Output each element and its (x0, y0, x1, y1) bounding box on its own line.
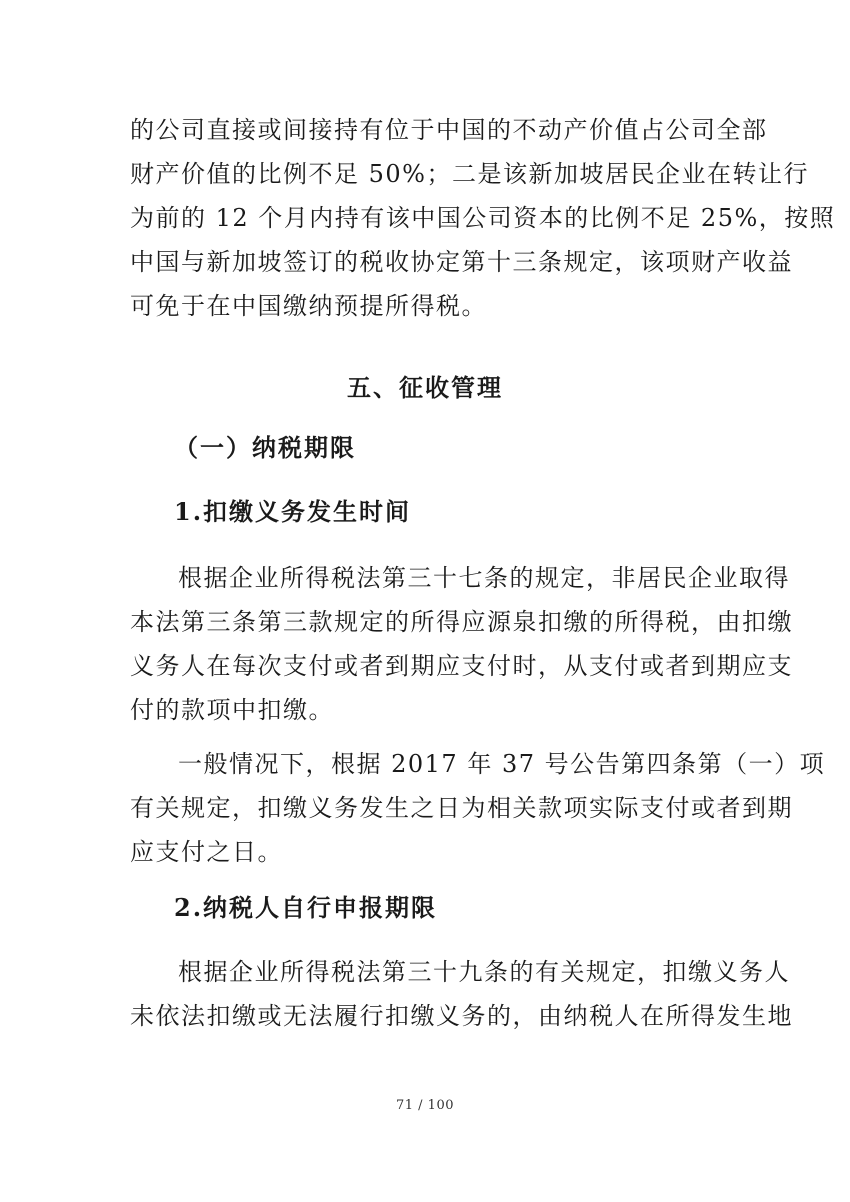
text-line: 未依法扣缴或无法履行扣缴义务的，由纳税人在所得发生地 (130, 1002, 793, 1030)
text-line: 为前的 12 个月内持有该中国公司资本的比例不足 25%，按照 (130, 204, 836, 232)
subsection-heading: （一）纳税期限 (174, 433, 356, 462)
text-line: 付的款项中扣缴。 (130, 696, 334, 724)
text-line: 的公司直接或间接持有位于中国的不动产价值占公司全部 (130, 116, 768, 144)
paragraph-4 (130, 950, 793, 1038)
section-heading: 五、征收管理 (347, 373, 503, 402)
text-line: 财产价值的比例不足 50%；二是该新加坡居民企业在转让行 (130, 160, 809, 188)
text-line: 根据企业所得税法第三十九条的有关规定，扣缴义务人 (178, 958, 790, 986)
paragraph-3 (130, 742, 826, 874)
paragraph-continuation (130, 108, 836, 328)
text-line: 应支付之日。 (130, 838, 283, 866)
text-line: 一般情况下，根据 2017 年 37 号公告第四条第（一）项 (178, 750, 826, 778)
page-number: 71 / 100 (396, 1098, 454, 1113)
text-line: 中国与新加坡签订的税收协定第十三条规定，该项财产收益 (130, 248, 793, 276)
text-line: 本法第三条第三款规定的所得应源泉扣缴的所得税，由扣缴 (130, 608, 793, 636)
text-line: 义务人在每次支付或者到期应支付时，从支付或者到期应支 (130, 652, 793, 680)
text-line: 有关规定，扣缴义务发生之日为相关款项实际支付或者到期 (130, 794, 793, 822)
item-heading-1: 1.扣缴义务发生时间 (174, 497, 412, 526)
text-line: 根据企业所得税法第三十七条的规定，非居民企业取得 (178, 564, 790, 592)
text-line: 可免于在中国缴纳预提所得税。 (130, 292, 487, 320)
item-heading-2: 2.纳税人自行申报期限 (174, 893, 438, 922)
paragraph-2 (130, 556, 793, 732)
